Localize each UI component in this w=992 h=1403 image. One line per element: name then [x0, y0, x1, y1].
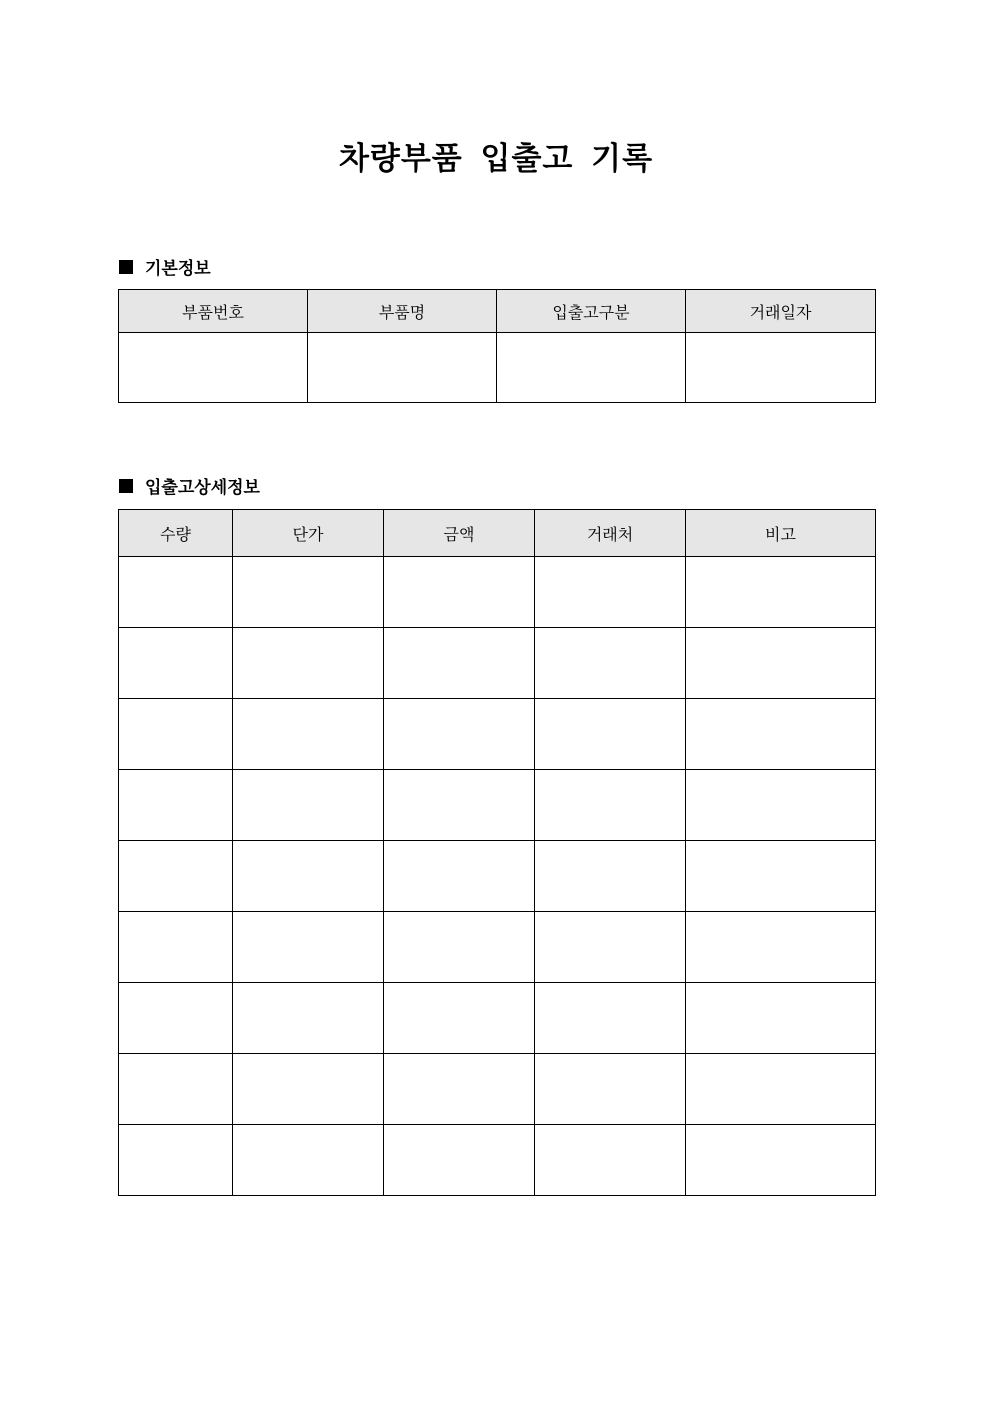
column-header: 단가: [233, 510, 384, 557]
table-cell[interactable]: [686, 1125, 876, 1196]
table-header-row: [119, 290, 876, 333]
table-cell[interactable]: [233, 1125, 384, 1196]
table-cell[interactable]: [497, 333, 686, 403]
table-cell[interactable]: [119, 628, 233, 699]
section-heading-label: 기본정보: [145, 259, 211, 279]
table-cell[interactable]: [686, 983, 876, 1054]
column-header: 거래처: [535, 510, 686, 557]
table-cell[interactable]: [119, 1125, 233, 1196]
table-cell[interactable]: [119, 557, 233, 628]
table-cell[interactable]: [384, 841, 535, 912]
column-header: 부품명: [308, 290, 497, 333]
table-cell[interactable]: [233, 770, 384, 841]
table-cell[interactable]: [384, 1054, 535, 1125]
table-cell[interactable]: [119, 912, 233, 983]
column-header: 부품번호: [119, 290, 308, 333]
table-cell[interactable]: [233, 912, 384, 983]
table-cell[interactable]: [308, 333, 497, 403]
table-cell[interactable]: [686, 333, 876, 403]
table-cell[interactable]: [119, 333, 308, 403]
table-cell[interactable]: [535, 628, 686, 699]
column-header: 수량: [119, 510, 233, 557]
table-cell[interactable]: [119, 841, 233, 912]
table-cell[interactable]: [686, 770, 876, 841]
table-row: [119, 841, 876, 912]
table-cell[interactable]: [119, 699, 233, 770]
table-cell[interactable]: [535, 770, 686, 841]
column-header: 비고: [686, 510, 876, 557]
table-row: [119, 333, 876, 403]
table-cell[interactable]: [119, 770, 233, 841]
section-heading-basic: [119, 254, 211, 279]
column-header: 거래일자: [686, 290, 876, 333]
table-row: [119, 628, 876, 699]
table-cell[interactable]: [119, 1054, 233, 1125]
table-cell[interactable]: [686, 1054, 876, 1125]
table-row: [119, 912, 876, 983]
table-cell[interactable]: [686, 628, 876, 699]
table-row: [119, 699, 876, 770]
table-row: [119, 1054, 876, 1125]
table-cell[interactable]: [686, 912, 876, 983]
table-cell[interactable]: [384, 1125, 535, 1196]
table-cell[interactable]: [686, 699, 876, 770]
table-cell[interactable]: [233, 628, 384, 699]
table-cell[interactable]: [233, 983, 384, 1054]
table-cell[interactable]: [535, 841, 686, 912]
table-cell[interactable]: [233, 1054, 384, 1125]
table-cell[interactable]: [384, 628, 535, 699]
table-cell[interactable]: [233, 557, 384, 628]
table-row: [119, 557, 876, 628]
table-cell[interactable]: [384, 912, 535, 983]
section-heading-label: 입출고상세정보: [145, 478, 260, 498]
table-cell[interactable]: [686, 557, 876, 628]
table-cell[interactable]: [384, 770, 535, 841]
table-cell[interactable]: [535, 912, 686, 983]
table-cell[interactable]: [535, 699, 686, 770]
column-header: 금액: [384, 510, 535, 557]
table-cell[interactable]: [384, 983, 535, 1054]
table-cell[interactable]: [535, 557, 686, 628]
table-cell[interactable]: [233, 699, 384, 770]
table-cell[interactable]: [119, 983, 233, 1054]
table-header-row: [119, 510, 876, 557]
detail-info-table: [118, 509, 876, 1196]
table-cell[interactable]: [535, 983, 686, 1054]
basic-info-table: [118, 289, 876, 403]
square-bullet-icon: [119, 479, 133, 493]
table-cell[interactable]: [535, 1054, 686, 1125]
table-cell[interactable]: [233, 841, 384, 912]
page-title: 차량부품 입출고 기록: [338, 141, 654, 177]
table-cell[interactable]: [384, 557, 535, 628]
table-row: [119, 770, 876, 841]
table-row: [119, 1125, 876, 1196]
table-cell[interactable]: [686, 841, 876, 912]
table-row: [119, 983, 876, 1054]
square-bullet-icon: [119, 260, 133, 274]
section-heading-detail: [119, 473, 260, 498]
table-cell[interactable]: [384, 699, 535, 770]
table-cell[interactable]: [535, 1125, 686, 1196]
column-header: 입출고구분: [497, 290, 686, 333]
